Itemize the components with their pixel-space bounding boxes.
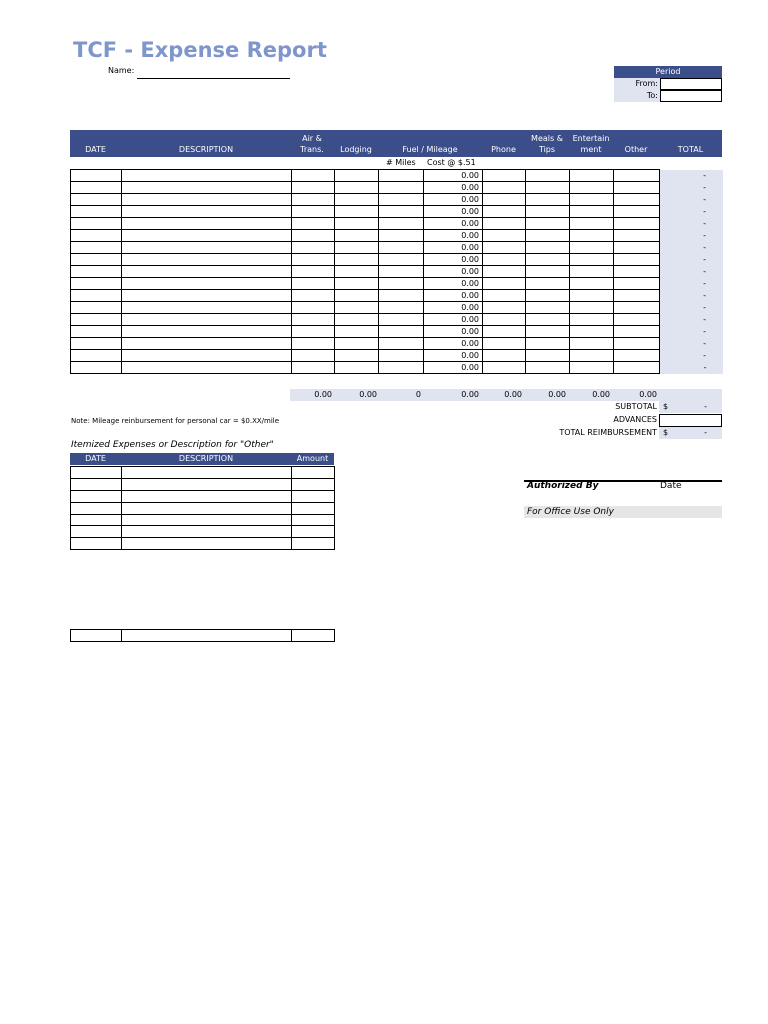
air-cell[interactable] [292,326,335,338]
table-row [71,326,723,338]
entertainment-cell[interactable] [570,362,614,374]
entertainment-cell[interactable] [570,338,614,350]
subheader-miles: # Miles [386,158,416,167]
col-meals-tips: Meals & Tips [531,134,563,154]
meals-cell[interactable] [526,170,570,182]
total-cell: - [660,230,723,242]
cost-cell: 0.00 [424,290,483,302]
phone-cell[interactable] [483,302,526,314]
meals-cell[interactable] [526,314,570,326]
subtotal-currency: $ [663,402,669,411]
period-box [614,66,722,102]
col-date: DATE [85,145,106,154]
subheader-cost: Cost @ $.51 [427,158,476,167]
total-cell: - [660,302,723,314]
amount-cell[interactable] [292,630,335,642]
cost-cell: 0.00 [424,194,483,206]
total-cell: - [660,266,723,278]
miles-cell[interactable] [379,314,424,326]
other-cell[interactable] [614,350,660,362]
subtotal-label: SUBTOTAL [615,402,657,411]
phone-cell[interactable] [483,338,526,350]
description-cell[interactable] [122,514,292,526]
cost-cell: 0.00 [424,218,483,230]
total-lodging: 0.00 [359,390,377,399]
air-cell[interactable] [292,290,335,302]
lodging-cell[interactable] [335,230,379,242]
date-cell[interactable] [71,514,122,526]
table-row [71,362,723,374]
description-cell[interactable] [122,338,292,350]
description-cell[interactable] [122,502,292,514]
date-cell[interactable] [71,266,122,278]
authorization-date-label: Date [660,481,682,491]
lodging-cell[interactable] [335,338,379,350]
description-cell[interactable] [122,170,292,182]
lodging-cell[interactable] [335,302,379,314]
table-row [71,502,335,514]
entertainment-cell[interactable] [570,350,614,362]
table-row [71,338,723,350]
itemized-table [70,466,335,550]
grand-total-cell [659,389,722,401]
table-row [71,478,335,490]
miles-cell[interactable] [379,170,424,182]
col-fuel-mileage: Fuel / Mileage [402,145,458,154]
table-row [71,206,723,218]
itemized-title: Itemized Expenses or Description for "Other" [71,440,274,450]
meals-cell[interactable] [526,278,570,290]
cost-cell: 0.00 [424,338,483,350]
total-cell: - [660,182,723,194]
total-phone: 0.00 [504,390,522,399]
table-row [71,266,723,278]
col-air-trans: Air & Trans. [300,134,324,154]
phone-cell[interactable] [483,230,526,242]
air-cell[interactable] [292,242,335,254]
table-row [71,302,723,314]
miles-cell[interactable] [379,218,424,230]
entertainment-cell[interactable] [570,242,614,254]
total-cell: - [660,314,723,326]
total-cost: 0.00 [461,390,479,399]
table-row [71,490,335,502]
lodging-cell[interactable] [335,290,379,302]
date-cell[interactable] [71,490,122,502]
reimb-amount: - [704,428,707,437]
advances-label: ADVANCES [613,415,657,424]
amount-cell[interactable] [292,502,335,514]
table-row [71,526,335,538]
table-row [71,218,723,230]
date-cell[interactable] [71,218,122,230]
table-row [71,350,723,362]
meals-cell[interactable] [526,194,570,206]
cost-cell: 0.00 [424,182,483,194]
table-row [71,254,723,266]
air-cell[interactable] [292,230,335,242]
description-cell[interactable] [122,254,292,266]
date-cell[interactable] [71,326,122,338]
total-cell: - [660,326,723,338]
miles-cell[interactable] [379,194,424,206]
date-cell[interactable] [71,526,122,538]
advances-field[interactable] [659,414,722,427]
other-cell[interactable] [614,278,660,290]
name-field[interactable] [137,78,290,79]
col-entertainment: Entertain ment [572,134,610,154]
total-cell: - [660,254,723,266]
description-cell[interactable] [122,478,292,490]
table-row [71,182,723,194]
air-cell[interactable] [292,302,335,314]
other-cell[interactable] [614,338,660,350]
air-cell[interactable] [292,266,335,278]
col-phone: Phone [491,145,516,154]
meals-cell[interactable] [526,218,570,230]
date-cell[interactable] [71,502,122,514]
phone-cell[interactable] [483,290,526,302]
lodging-cell[interactable] [335,194,379,206]
table-row [71,242,723,254]
lodging-cell[interactable] [335,266,379,278]
table-row [71,538,335,550]
meals-cell[interactable] [526,182,570,194]
col-total: TOTAL [677,145,704,154]
cost-cell: 0.00 [424,278,483,290]
date-cell[interactable] [71,338,122,350]
other-cell[interactable] [614,206,660,218]
miles-cell[interactable] [379,326,424,338]
lodging-cell[interactable] [335,206,379,218]
cost-cell: 0.00 [424,206,483,218]
reimb-currency: $ [663,428,669,437]
total-entertainment: 0.00 [592,390,610,399]
cost-cell: 0.00 [424,230,483,242]
lodging-cell[interactable] [335,242,379,254]
itemized-col-description: DESCRIPTION [178,454,234,463]
description-cell[interactable] [122,467,292,479]
date-cell[interactable] [71,242,122,254]
description-cell[interactable] [122,538,292,550]
date-cell[interactable] [71,302,122,314]
description-cell[interactable] [122,218,292,230]
meals-cell[interactable] [526,338,570,350]
other-cell[interactable] [614,218,660,230]
air-cell[interactable] [292,206,335,218]
phone-cell[interactable] [483,314,526,326]
air-cell[interactable] [292,182,335,194]
table-row [71,314,723,326]
col-description: DESCRIPTION [178,145,234,154]
meals-cell[interactable] [526,206,570,218]
total-cell: - [660,338,723,350]
phone-cell[interactable] [483,266,526,278]
entertainment-cell[interactable] [570,206,614,218]
total-cell: - [660,350,723,362]
miles-cell[interactable] [379,362,424,374]
total-reimbursement-value [659,427,722,439]
air-cell[interactable] [292,278,335,290]
table-row [71,170,723,182]
lodging-cell[interactable] [335,362,379,374]
other-cell[interactable] [614,230,660,242]
description-cell[interactable] [122,194,292,206]
table-row [71,290,723,302]
miles-cell[interactable] [379,302,424,314]
from-field[interactable] [660,78,722,90]
miles-cell[interactable] [379,242,424,254]
other-cell[interactable] [614,194,660,206]
amount-cell[interactable] [292,490,335,502]
itemized-col-date: DATE [85,454,106,463]
meals-cell[interactable] [526,362,570,374]
lodging-cell[interactable] [335,350,379,362]
other-cell[interactable] [614,290,660,302]
cost-cell: 0.00 [424,350,483,362]
date-cell[interactable] [71,278,122,290]
air-cell[interactable] [292,362,335,374]
lodging-cell[interactable] [335,218,379,230]
air-cell[interactable] [292,350,335,362]
amount-cell[interactable] [292,538,335,550]
phone-cell[interactable] [483,242,526,254]
phone-cell[interactable] [483,362,526,374]
other-cell[interactable] [614,266,660,278]
other-cell[interactable] [614,362,660,374]
entertainment-cell[interactable] [570,182,614,194]
lodging-cell[interactable] [335,278,379,290]
phone-cell[interactable] [483,278,526,290]
lodging-cell[interactable] [335,314,379,326]
other-cell[interactable] [614,302,660,314]
date-cell[interactable] [71,170,122,182]
meals-cell[interactable] [526,350,570,362]
date-cell[interactable] [71,630,122,642]
air-cell[interactable] [292,254,335,266]
expense-table-header [70,130,722,157]
itemized-col-amount: Amount [296,454,329,463]
description-cell[interactable] [122,290,292,302]
other-cell[interactable] [614,254,660,266]
total-cell: - [660,194,723,206]
phone-cell[interactable] [483,326,526,338]
description-cell[interactable] [122,362,292,374]
entertainment-cell[interactable] [570,170,614,182]
total-other: 0.00 [639,390,657,399]
phone-cell[interactable] [483,254,526,266]
description-cell[interactable] [122,630,292,642]
col-other: Other [624,145,648,154]
table-row [71,194,723,206]
phone-cell[interactable] [483,206,526,218]
date-cell[interactable] [71,362,122,374]
date-cell[interactable] [71,182,122,194]
total-meals: 0.00 [548,390,566,399]
entertainment-cell[interactable] [570,254,614,266]
authorized-by-label: Authorized By [527,481,599,491]
entertainment-cell[interactable] [570,290,614,302]
description-cell[interactable] [122,526,292,538]
table-row [71,630,335,642]
entertainment-cell[interactable] [570,218,614,230]
date-cell[interactable] [71,314,122,326]
entertainment-cell[interactable] [570,194,614,206]
cost-cell: 0.00 [424,302,483,314]
total-cell: - [660,362,723,374]
other-cell[interactable] [614,170,660,182]
table-row [71,467,335,479]
description-cell[interactable] [122,206,292,218]
date-cell[interactable] [71,230,122,242]
date-cell[interactable] [71,290,122,302]
miles-cell[interactable] [379,350,424,362]
other-cell[interactable] [614,242,660,254]
cost-cell: 0.00 [424,170,483,182]
description-cell[interactable] [122,490,292,502]
description-cell[interactable] [122,326,292,338]
air-cell[interactable] [292,170,335,182]
meals-cell[interactable] [526,242,570,254]
total-air: 0.00 [314,390,332,399]
date-cell[interactable] [71,206,122,218]
entertainment-cell[interactable] [570,278,614,290]
period-header: Period [614,66,722,78]
date-cell[interactable] [71,194,122,206]
table-row [71,230,723,242]
air-cell[interactable] [292,338,335,350]
entertainment-cell[interactable] [570,302,614,314]
phone-cell[interactable] [483,218,526,230]
mileage-note: Note: Mileage reinbursement for personal car = $0.XX/mile [71,417,280,425]
description-cell[interactable] [122,266,292,278]
subtotal-value [659,401,722,413]
cost-cell: 0.00 [424,266,483,278]
phone-cell[interactable] [483,194,526,206]
itemized-header [70,453,334,465]
other-cell[interactable] [614,326,660,338]
description-cell[interactable] [122,182,292,194]
lodging-cell[interactable] [335,170,379,182]
description-cell[interactable] [122,242,292,254]
total-miles: 0 [415,390,421,399]
description-cell[interactable] [122,350,292,362]
description-cell[interactable] [122,302,292,314]
table-row [71,278,723,290]
description-cell[interactable] [122,230,292,242]
miles-cell[interactable] [379,182,424,194]
subtotal-amount: - [704,402,707,411]
miles-cell[interactable] [379,266,424,278]
meals-cell[interactable] [526,326,570,338]
meals-cell[interactable] [526,266,570,278]
miles-cell[interactable] [379,338,424,350]
total-cell: - [660,170,723,182]
date-cell[interactable] [71,350,122,362]
meals-cell[interactable] [526,290,570,302]
air-cell[interactable] [292,194,335,206]
entertainment-cell[interactable] [570,266,614,278]
from-label: From: [614,78,660,90]
other-cell[interactable] [614,314,660,326]
total-cell: - [660,206,723,218]
col-lodging: Lodging [340,145,372,154]
meals-cell[interactable] [526,302,570,314]
entertainment-cell[interactable] [570,230,614,242]
miles-cell[interactable] [379,206,424,218]
miles-cell[interactable] [379,254,424,266]
total-cell: - [660,290,723,302]
air-cell[interactable] [292,314,335,326]
phone-cell[interactable] [483,170,526,182]
amount-cell[interactable] [292,514,335,526]
cost-cell: 0.00 [424,362,483,374]
total-cell: - [660,218,723,230]
miles-cell[interactable] [379,230,424,242]
other-cell[interactable] [614,182,660,194]
phone-cell[interactable] [483,350,526,362]
lodging-cell[interactable] [335,326,379,338]
entertainment-cell[interactable] [570,314,614,326]
cost-cell: 0.00 [424,242,483,254]
total-cell: - [660,278,723,290]
total-reimbursement-label: TOTAL REIMBURSEMENT [559,428,657,437]
cost-cell: 0.00 [424,254,483,266]
miles-cell[interactable] [379,278,424,290]
air-cell[interactable] [292,218,335,230]
total-cell: - [660,242,723,254]
meals-cell[interactable] [526,254,570,266]
amount-cell[interactable] [292,478,335,490]
expense-table [70,169,723,374]
report-title: TCF - Expense Report [73,38,327,62]
to-label: To: [614,90,660,102]
phone-cell[interactable] [483,182,526,194]
date-cell[interactable] [71,254,122,266]
itemized-extra-row [70,629,335,642]
entertainment-cell[interactable] [570,326,614,338]
meals-cell[interactable] [526,230,570,242]
amount-cell[interactable] [292,467,335,479]
to-field[interactable] [660,90,722,102]
amount-cell[interactable] [292,526,335,538]
miles-cell[interactable] [379,290,424,302]
lodging-cell[interactable] [335,182,379,194]
date-cell[interactable] [71,467,122,479]
column-totals-row [290,389,659,401]
cost-cell: 0.00 [424,326,483,338]
lodging-cell[interactable] [335,254,379,266]
date-cell[interactable] [71,538,122,550]
table-row [71,514,335,526]
cost-cell: 0.00 [424,314,483,326]
date-cell[interactable] [71,478,122,490]
description-cell[interactable] [122,314,292,326]
name-label: Name: [108,66,135,75]
office-use-label: For Office Use Only [524,506,722,518]
description-cell[interactable] [122,278,292,290]
